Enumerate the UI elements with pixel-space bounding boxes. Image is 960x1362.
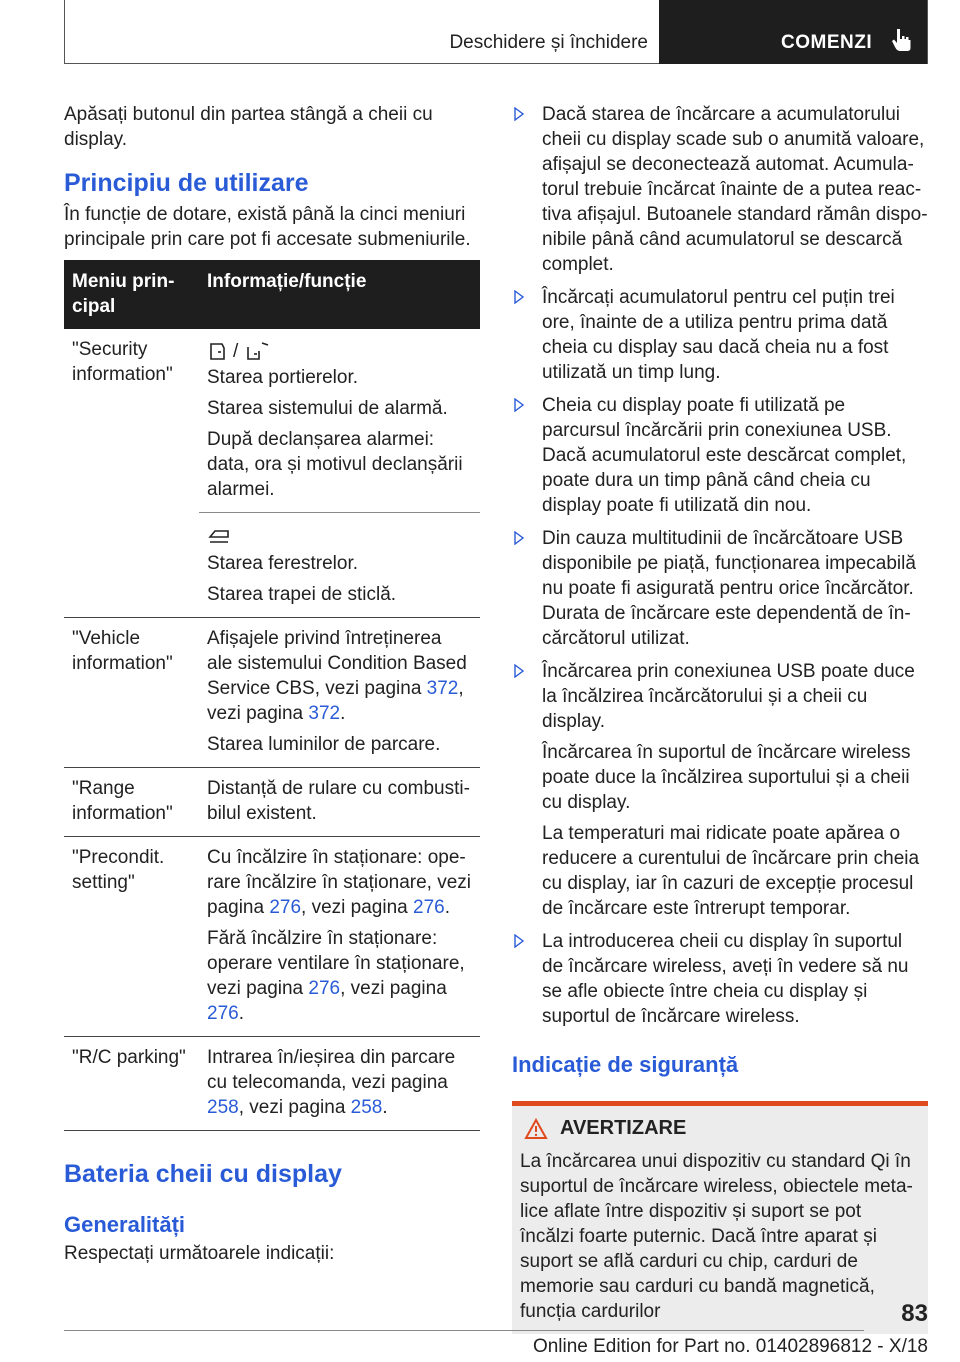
info-cell bbox=[199, 768, 480, 837]
bullet-triangle-icon bbox=[514, 290, 524, 304]
window-icons bbox=[207, 523, 472, 551]
table-row bbox=[64, 329, 480, 618]
heading-baterie: Bateria cheii cu display bbox=[64, 1160, 342, 1188]
list-item: La introducerea cheii cu display în suportul de încărcare wireless, aveți în vedere să nu se afle obiecte între cheia cu display și suportul de încărcare wireless. bbox=[512, 929, 928, 1029]
warning-triangle-icon bbox=[524, 1118, 548, 1140]
page-link[interactable]: 372 bbox=[426, 678, 459, 699]
page-link[interactable]: 276 bbox=[207, 1003, 239, 1024]
bullet-triangle-icon bbox=[514, 664, 524, 678]
section-tab bbox=[65, 0, 660, 64]
table-row bbox=[64, 837, 480, 1037]
list-item: Dacă starea de încărcare a acumulatorului cheii cu display scade sub o anumită valoare, afișajul se deconectează automat. Acumulatorul trebuie încărcat înainte de a putea reactiva afișajul. Butoanele standard rămân disponibile până când acumulatorul se descarcă complet. bbox=[512, 102, 928, 277]
door-closed-icon bbox=[207, 341, 227, 361]
warning-box bbox=[512, 1101, 928, 1334]
list-item: Încărcați acumulatorul pentru cel puțin trei ore, înainte de a utiliza pentru prima dată cheia cu display sau dacă cheia nu a fost utilizată un timp lung. bbox=[512, 285, 928, 385]
heading-siguranta: Indicație de siguranță bbox=[512, 1052, 739, 1077]
footer-divider bbox=[64, 1330, 864, 1331]
page-number: 83 bbox=[901, 1300, 928, 1327]
table-row bbox=[64, 768, 480, 837]
info-line: Distanță de rulare cu combustibilul existent. bbox=[207, 778, 470, 824]
door-icons bbox=[207, 337, 472, 365]
principiu-text: În funcție de dotare, există până la cinci meniuri principale prin care pot fi accesate submeniurile. bbox=[64, 204, 471, 250]
chapter-tab bbox=[659, 0, 927, 64]
info-cell: Afișajele privind întreținerea ale sistemului Condition Based Service CBS, vezi pagina 372, vezi pagina 372. Starea luminilor de parcare. bbox=[199, 618, 480, 768]
page-link[interactable]: 258 bbox=[350, 1097, 383, 1118]
list-item: Din cauza multitudinii de încărcătoare USB disponibile pe piață, funcționarea impecabilă nu poate fi asigurată pentru orice încărcător. Durata de încărcare este dependentă de încărcătorul utilizat. bbox=[512, 526, 928, 651]
left-column bbox=[64, 102, 482, 1266]
menu-cell: "Precondit. setting" bbox=[64, 837, 199, 1037]
info-cell: Cu încălzire în staționare: operare încălzire în staționare, vezi pagina 276, vezi pagina 276. Fără încălzire în staționare: operare ventilare în staționare, vezi pagina 276, vezi pagina 276. bbox=[199, 837, 480, 1037]
menu-cell: "Security information" bbox=[64, 329, 199, 618]
bullet-triangle-icon bbox=[514, 398, 524, 412]
list-item: Încărcarea prin conexiunea USB poate duce la încălzirea încărcătorului și a cheii cu display. Încărcarea în suportul de încărcare wireless poate duce la încălzirea suportului și a cheii cu display. La temperaturi mai ridicate poate apărea o reducere a curentului de încărcare prin cheia cu display, iar în cazuri de excepție procesul de încărcare este întrerupt temporar. bbox=[512, 659, 928, 921]
table-row bbox=[64, 618, 480, 768]
right-column bbox=[512, 102, 928, 1334]
bullet-triangle-icon bbox=[514, 934, 524, 948]
table-row bbox=[64, 1037, 480, 1131]
info-line: Starea portierelor. bbox=[207, 367, 359, 388]
info-line: Starea luminilor de parcare. bbox=[207, 734, 441, 755]
table-header-menu: Meniu principal bbox=[64, 260, 199, 329]
page-link[interactable]: 258 bbox=[207, 1097, 239, 1118]
hand-pointer-icon bbox=[891, 28, 913, 52]
page-link[interactable]: 276 bbox=[308, 978, 341, 999]
intro-text: Apăsați butonul din partea stângă a cheii cu display. bbox=[64, 104, 433, 150]
page-header bbox=[64, 0, 928, 64]
footer-edition: Online Edition for Part no. 01402896812 - X/18 bbox=[532, 1336, 928, 1357]
section-title: Deschidere și închidere bbox=[449, 32, 648, 53]
info-line: Starea sistemului de alarmă. bbox=[207, 398, 448, 419]
window-icon bbox=[207, 527, 231, 547]
info-line: Starea trapei de sticlă. bbox=[207, 584, 397, 605]
icon-separator: / bbox=[233, 340, 239, 362]
list-item: Cheia cu display poate fi utilizată pe parcursul încărcării prin conexiunea USB. Dacă acumulatorul este descărcat complet, poate dura un timp până când cheia cu display poate fi utilizată din nou. bbox=[512, 393, 928, 518]
table-header-info: Informație/funcție bbox=[199, 260, 480, 329]
heading-generalitati: Generalități bbox=[64, 1212, 186, 1237]
info-cell: Intrarea în/ieșirea din parcare cu telecomanda, vezi pagina 258, vezi pagina 258. bbox=[199, 1037, 480, 1131]
warning-text: La încărcarea unui dispozitiv cu standard Qi în suportul de încărcare wireless, obiectele metalice aflate între dispozitiv și suport se pot încălzi foarte puternic. Dacă între aparat și suport se află carduri cu chip, carduri de memorie sau carduri cu bandă magnetică, funcția cardurilor bbox=[520, 1151, 913, 1322]
chapter-title: COMENZI bbox=[781, 32, 873, 53]
heading-principiu: Principiu de utilizare bbox=[64, 169, 309, 197]
info-line: Starea ferestrelor. bbox=[207, 553, 359, 574]
page-link[interactable]: 276 bbox=[269, 897, 302, 918]
warning-title: AVERTIZARE bbox=[560, 1117, 687, 1139]
menu-table bbox=[64, 260, 480, 1131]
menu-cell: "R/C parking" bbox=[64, 1037, 199, 1131]
info-cell bbox=[199, 329, 480, 618]
info-line: După declanșarea alarmei: data, ora și motivul declanșării alarmei. bbox=[207, 429, 463, 500]
menu-cell: "Vehicle information" bbox=[64, 618, 199, 768]
bullet-triangle-icon bbox=[514, 107, 524, 121]
bullet-triangle-icon bbox=[514, 531, 524, 545]
page-link[interactable]: 372 bbox=[308, 703, 341, 724]
page-link[interactable]: 276 bbox=[413, 897, 445, 918]
menu-cell: "Range information" bbox=[64, 768, 199, 837]
bullet-list bbox=[512, 102, 928, 1029]
door-open-icon bbox=[244, 341, 270, 361]
generalitati-text: Respectați următoarele indicații: bbox=[64, 1243, 335, 1264]
